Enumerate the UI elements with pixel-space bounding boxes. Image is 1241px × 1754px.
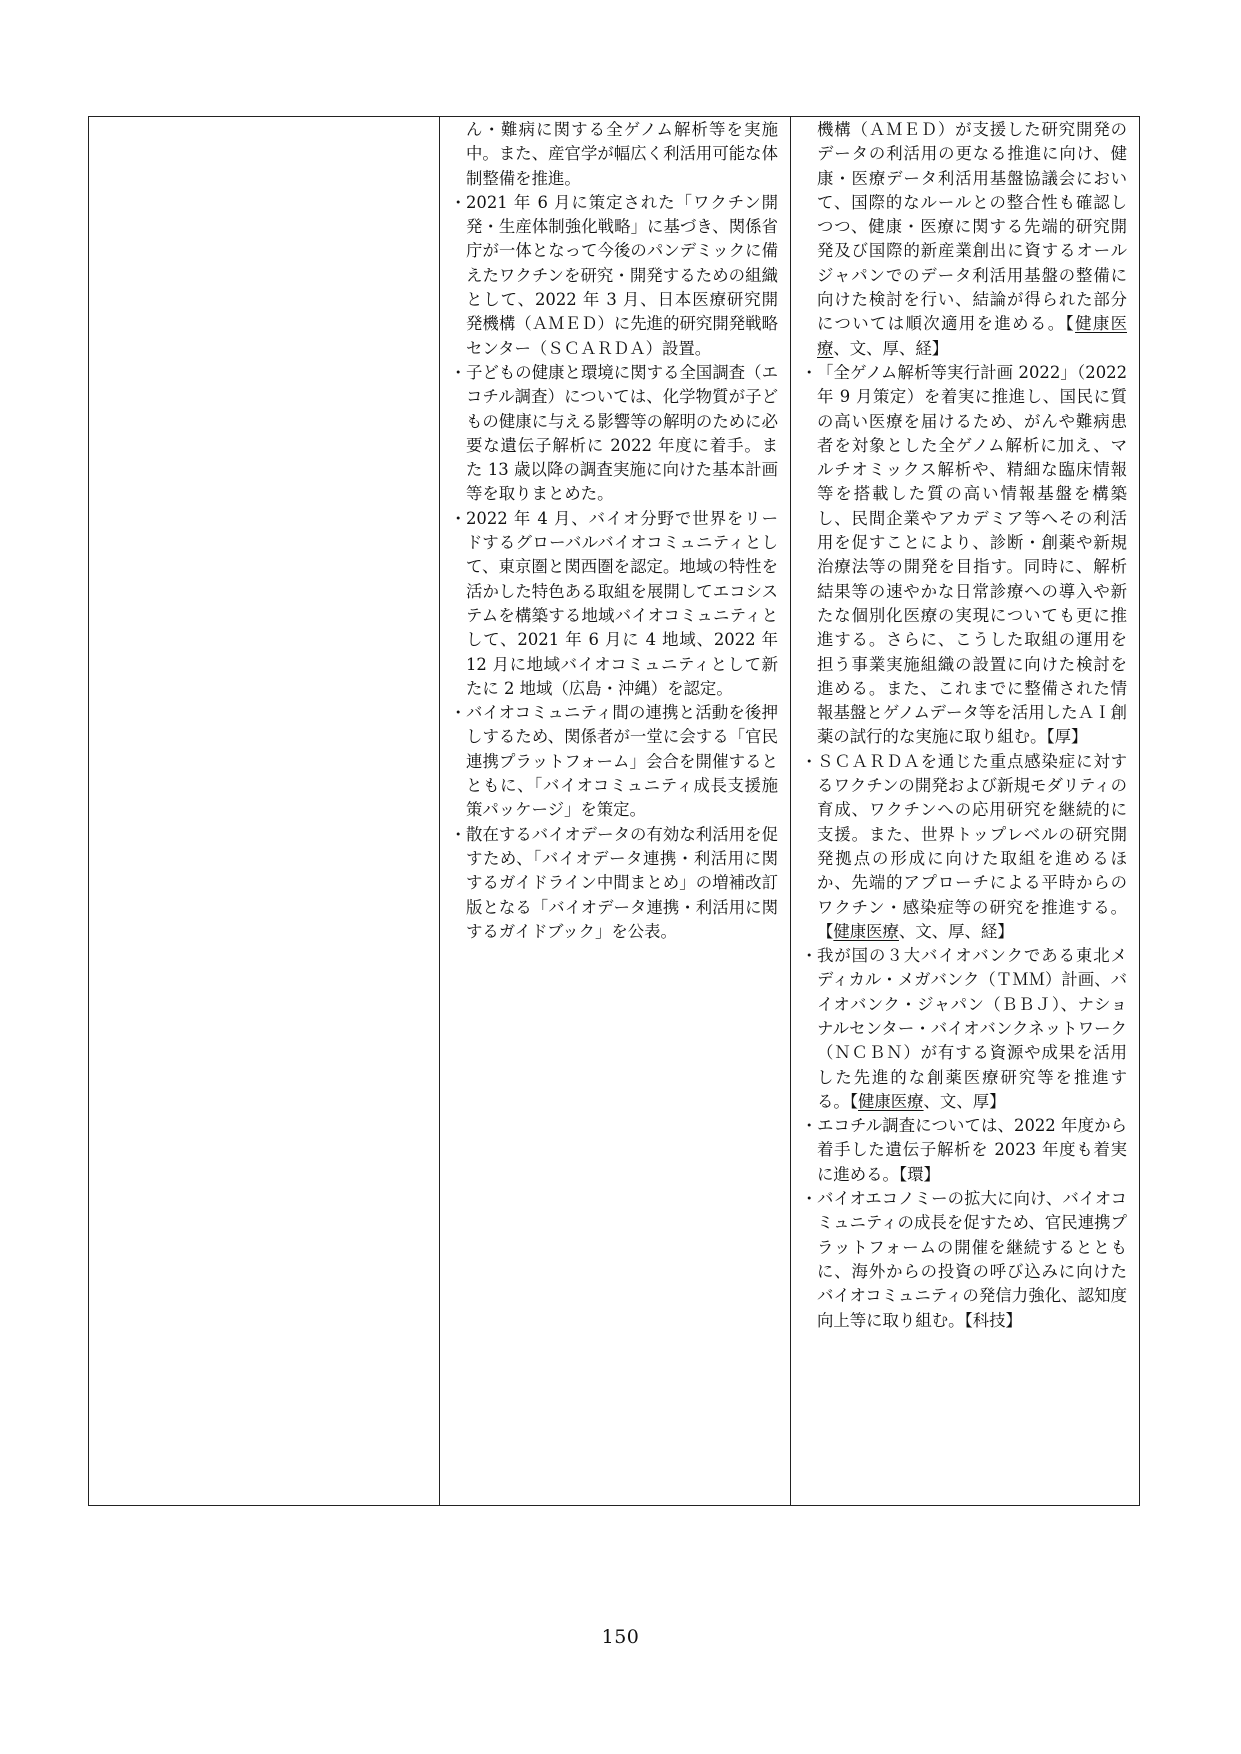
list-item <box>801 361 1127 750</box>
achievements-list <box>440 117 790 944</box>
list-item <box>450 701 778 822</box>
list-item <box>801 1187 1127 1333</box>
ministry-tag-underlined: 健康医療 <box>857 1091 924 1111</box>
ministry-tag-underlined: 健康医療 <box>833 921 899 941</box>
plans-list <box>791 117 1139 1333</box>
list-item-text: バイオコミュニティ間の連携と活動を後押しするため、関係者が一堂に会する「官民連携プラットフォーム」会合を開催するとともに、「バイオコミュニティ成長支援施策パッケージ」を策定。 <box>466 703 778 820</box>
list-item-text: 散在するバイオデータの有効な利活用を促すため、「バイオデータ連携・利活用に関するガイドライン中間まとめ」の増補改訂版となる「バイオデータ連携・利活用に関するガイドブック」を公表。 <box>466 824 778 941</box>
list-item-text: 我が国の３大バイオバンクである東北メディカル・メガバンク（ＴＭＭ）計画、バイオバンク・ジャパン（ＢＢＪ）、ナショナルセンター・バイオバンクネットワーク（ＮＣＢＮ）が有する資源や成果を活用した先進的な創薬医療研究等を推進する。 <box>817 946 1127 1111</box>
bullet-marker: ・ <box>450 362 467 382</box>
table-column-empty <box>89 117 440 1505</box>
ministry-tag-open: 【 <box>1065 314 1076 334</box>
bullet-marker: ・ <box>450 508 467 528</box>
ministry-tag-underlined: 健康医療 <box>817 314 1127 358</box>
list-item <box>801 750 1127 944</box>
list-item <box>450 823 778 944</box>
table-column-plans <box>791 117 1139 1505</box>
bullet-marker: ・ <box>801 1189 818 1209</box>
list-item-text: ん・難病に関する全ゲノム解析等を実施中。また、産官学が幅広く利活用可能な体制整備を推進。 <box>466 120 778 188</box>
ministry-tag-open: 【 <box>817 921 834 941</box>
ministry-tag-open: 【科技】 <box>964 1310 1022 1330</box>
list-item-text: エコチル調査については、2022 年度から着手した遺伝子解析を 2023 年度も着実に進める。 <box>817 1116 1127 1184</box>
ministry-tag-open: 【 <box>849 1091 858 1111</box>
list-item-text: 「全ゲノム解析等実行計画 2022」（2022 年 9 月策定）を着実に推進し、国民に質の高い医療を届けるため、がんや難病患者を対象とした全ゲノム解析に加え、マルチオミックス解析や、精細な臨床情報等を搭載した質の高い情報基盤を構築し、民間企業やアカデミア等へその利活用を促すことにより、診断・創薬や新規治療法等の開発を目指す。同時に、解析結果等の速やかな日常診療への導入や新たな個別化医療の実現についても更に推進する。さらに、こうした取組の運用を担う事業実施組織の設置に向けた検討を進める。また、これまでに整備された情報基盤とゲノムデータ等を活用したＡＩ創薬の試行的な実施に取り組む。 <box>817 362 1127 747</box>
bullet-marker: ・ <box>450 192 467 212</box>
list-item-text: 2022 年 4 月、バイオ分野で世界をリードするグローバルバイオコミュニティとして、東京圏と関西圏を認定。地域の特性を活かした特色ある取組を展開してエコシステムを構築する地域バイオコミュニティとして、2021 年 6 月に 4 地域、2022 年 12 月に地域バイオコミュニティとして新たに 2 地域（広島・沖縄）を認定。 <box>466 508 778 698</box>
list-item-text: 子どもの健康と環境に関する全国調査（エコチル調査）については、化学物質が子どもの健康に与える影響等の解明のために必要な遺伝子解析に 2022 年度に着手。また 13 歳以降の調査実施に向けた基本計画等を取りまとめた。 <box>466 362 778 504</box>
list-item <box>450 118 778 191</box>
table-column-achievements <box>440 117 791 1505</box>
ministry-tag-open: 【環】 <box>898 1164 940 1184</box>
list-item-text: 2021 年 6 月に策定された「ワクチン開発・生産体制強化戦略」に基づき、関係省庁が一体となって今後のパンデミックに備えたワクチンを研究・開発するための組織として、2022 年 3 月、日本医療研究開発機構（ＡＭＥＤ）に先進的研究開発戦略センター（ＳＣＡＲＤＡ）設置。 <box>466 192 778 358</box>
list-item-text: ＳＣＡＲＤＡを通じた重点感染症に対するワクチンの開発および新規モダリティの育成、ワクチンへの応用研究を継続的に支援。また、世界トップレベルの研究開発拠点の形成に向けた取組を進めるほか、先端的アプローチによる平時からのワクチン・感染症等の研究を推進する。 <box>817 751 1127 917</box>
list-item <box>450 191 778 361</box>
list-item <box>801 944 1127 1114</box>
bullet-marker: ・ <box>450 703 467 723</box>
list-item <box>801 1114 1127 1187</box>
bullet-marker: ・ <box>801 1116 818 1136</box>
bullet-marker: ・ <box>801 362 818 382</box>
page-number: 150 <box>601 1626 640 1648</box>
list-item-text: バイオエコノミーの拡大に向け、バイオコミュニティの成長を促すため、官民連携プラットフォームの開催を継続するとともに、海外からの投資の呼び込みに向けたバイオコミュニティの発信力強化、認知度向上等に取り組む。 <box>817 1189 1127 1330</box>
list-item <box>801 118 1127 361</box>
list-item <box>450 361 778 507</box>
bullet-marker: ・ <box>801 946 818 966</box>
ministry-tag-open: 【厚】 <box>1046 727 1088 747</box>
list-item-text: 機構（ＡＭＥＤ）が支援した研究開発のデータの利活用の更なる推進に向け、健康・医療データ利活用基盤協議会において、国際的なルールとの整合性も確認しつつ、健康・医療に関する先端的研究開発及び国際的新産業創出に資するオールジャパンでのデータ利活用基盤の整備に向けた検討を行い、結論が得られた部分については順次適用を進める。 <box>817 120 1127 334</box>
policy-table <box>88 116 1140 1506</box>
bullet-marker: ・ <box>450 824 467 844</box>
list-item <box>450 507 778 701</box>
ministry-tag-rest: 、文、厚、経】 <box>898 921 1014 941</box>
ministry-tag-rest: 、文、厚】 <box>923 1091 1006 1111</box>
bullet-marker: ・ <box>801 751 818 771</box>
ministry-tag-rest: 、文、厚、経】 <box>833 338 949 358</box>
